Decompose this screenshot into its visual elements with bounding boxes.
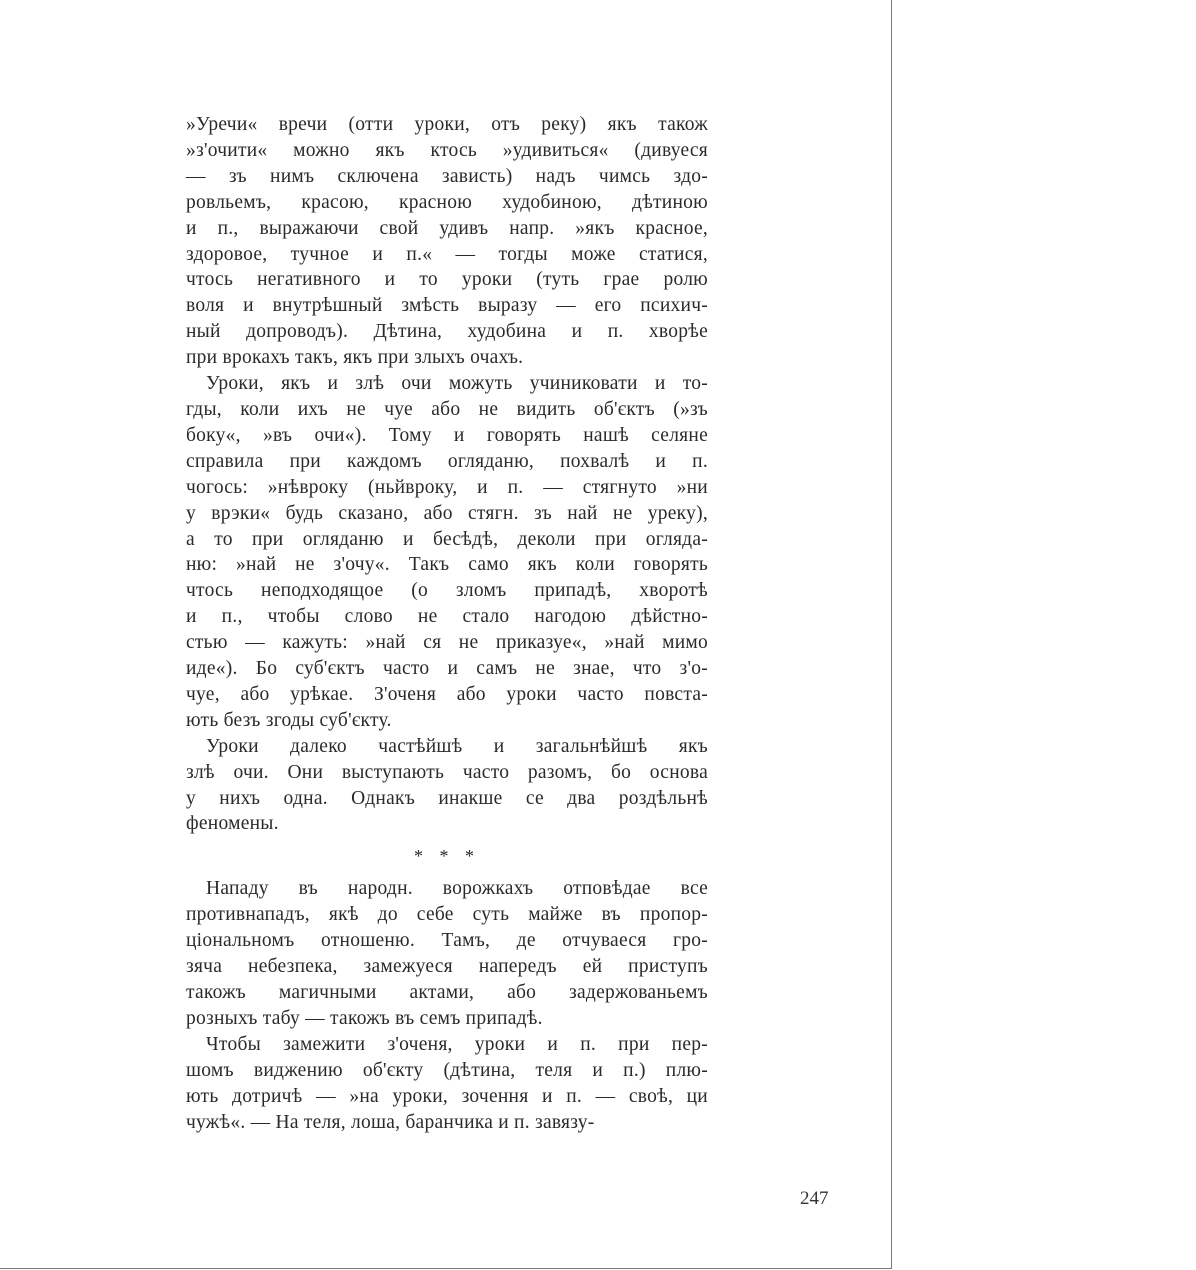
- text-line: ровльемъ, красою, красною худобиною, дѣтиною: [186, 191, 708, 213]
- text-line: Нападу въ народн. ворожкахъ отповѣдае все: [206, 878, 708, 900]
- text-line: — зъ нимъ сключена зависть) надъ чимсь здо-: [186, 165, 708, 187]
- text-line: зяча небезпека, замежуеся напередъ ей приступъ: [186, 956, 708, 978]
- text-line: »з'очити« можно якъ ктось »удивиться« (дивуеся: [186, 139, 708, 161]
- text-line: справила при каждомъ огляданю, похвалѣ и п.: [186, 450, 708, 472]
- paragraph: [186, 371, 708, 734]
- text-line: »Уречи« вречи (отти уроки, отъ реку) якъ також: [186, 114, 708, 135]
- text-line: такожъ магичными актами, або задержованьемъ: [186, 982, 708, 1003]
- text-line: ный допроводъ). Дѣтина, худобина и п. хворѣе: [186, 321, 708, 343]
- text-line: при врокахъ такъ, якъ при злыхъ очахъ.: [186, 347, 524, 369]
- text-line: Уроки далеко частѣйшѣ и загальнѣйшѣ якъ: [206, 735, 708, 757]
- text-line: ню: »най не з'очу«. Такъ само якъ коли говорять: [186, 554, 708, 576]
- text-line: а то при огляданю и бесѣдѣ, деколи при огляда-: [186, 528, 708, 550]
- text-line: и п., выражаючи свой удивъ напр. »якъ красное,: [186, 217, 708, 239]
- text-line: цiональномъ отношеню. Тамъ, де отчуваеся гро-: [186, 930, 708, 952]
- text-line: иде«). Бо суб'єктъ часто и самъ не знае, что з'о-: [186, 658, 708, 680]
- text-line: злѣ очи. Они выступають часто разомъ, бо основа: [186, 761, 708, 783]
- text-line: гды, коли ихъ не чуе або не видить об'єктъ (»зъ: [186, 398, 708, 420]
- text-line: чтось негативного и то уроки (туть грае ролю: [186, 269, 708, 291]
- text-line: воля и внутрѣшный змѣсть выразу — его психич-: [186, 295, 708, 317]
- text-line: у врэки« будь сказано, або стягн. зъ най не уреку),: [186, 502, 708, 524]
- text-line: боку«, »въ очи«). Тому и говорять нашѣ селяне: [186, 424, 708, 446]
- text-line: чогось: »нѣвроку (ньйвроку, и п. — стягнуто »ни: [186, 476, 708, 498]
- paragraph: [186, 876, 708, 1031]
- text-line: здоровое, тучное и п.« — тогды може статися,: [186, 243, 708, 265]
- text-line: ють дотричѣ — »на уроки, зочення и п. — своѣ, ци: [186, 1085, 708, 1107]
- text-line: чуе, або урѣкае. З'оченя або уроки часто повста-: [186, 683, 708, 705]
- text-line: чтось неподходящое (о зломъ припадѣ, хворотѣ: [186, 580, 708, 602]
- text-line: феномены.: [186, 813, 279, 835]
- text-line: противнападъ, якѣ до себе суть майже въ пропор-: [186, 904, 708, 926]
- paragraph: [186, 112, 708, 371]
- section-separator: * * *: [414, 846, 480, 867]
- text-line: шомъ виджению об'єкту (дѣтина, теля и п.) плю-: [186, 1059, 708, 1081]
- body-text: [186, 112, 708, 1135]
- page-number: 247: [800, 1188, 829, 1209]
- text-line: ють безъ згоды суб'єкту.: [186, 709, 392, 731]
- text-line: и п., чтобы слово не стало нагодою дѣйстно-: [186, 606, 708, 628]
- text-line: чужѣ«. — На теля, лоша, баранчика и п. завязу-: [186, 1111, 595, 1133]
- text-line: розныхъ табу — такожъ въ семъ припадѣ.: [186, 1007, 543, 1029]
- paragraph: [186, 1032, 708, 1136]
- text-line: стью — кажуть: »най ся не приказуе«, »най мимо: [186, 632, 708, 654]
- paragraph: [186, 734, 708, 838]
- text-line: у нихъ одна. Однакъ инакше се два роздѣльнѣ: [186, 787, 708, 809]
- text-line: Уроки, якъ и злѣ очи можуть учиниковати и то-: [206, 373, 708, 395]
- text-line: Чтобы замежити з'оченя, уроки и п. при пер-: [206, 1033, 708, 1055]
